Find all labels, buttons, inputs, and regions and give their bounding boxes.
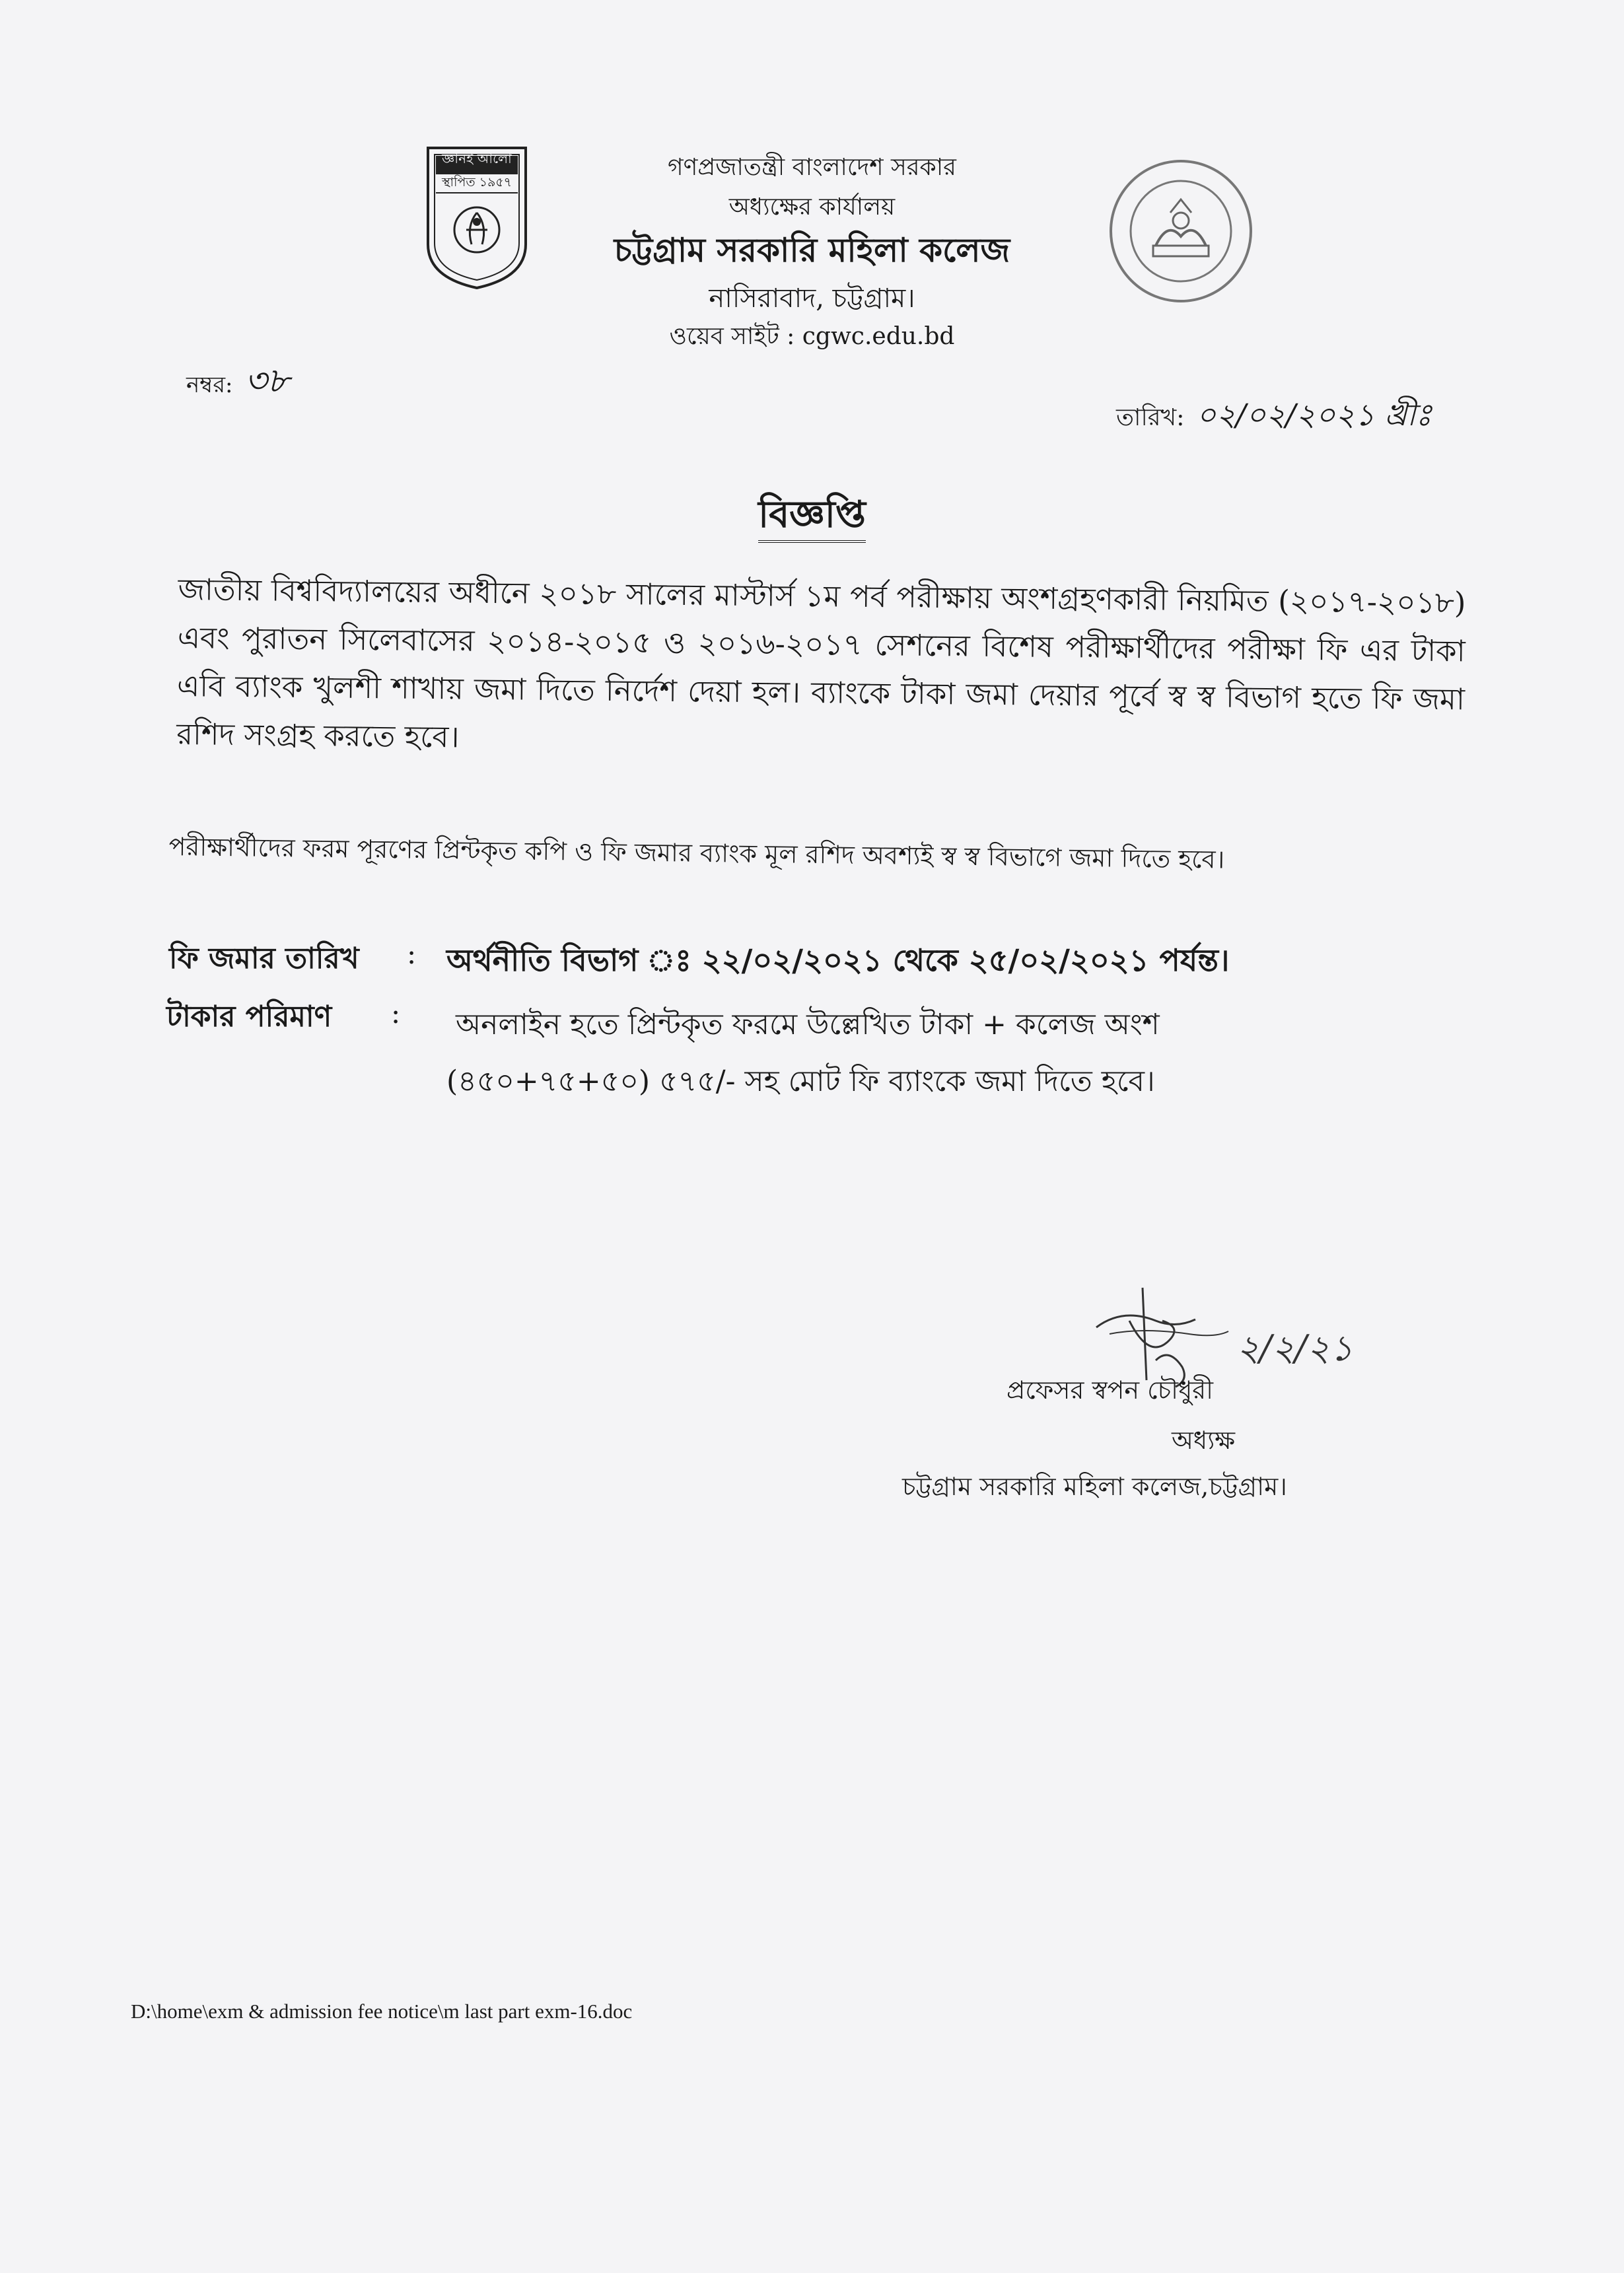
fee-amount-line-1: অনলাইন হতে প্রিন্টকৃত ফরমে উল্লেখিত টাকা + কলেজ অংশ	[456, 1008, 1160, 1041]
college-crest-logo	[424, 145, 530, 291]
fee-date-colon: :	[407, 938, 417, 970]
crest-established: স্থাপিত ১৯৫৭	[441, 175, 512, 190]
signature-date-scribble: ২/২/২১	[1236, 1327, 1353, 1369]
fee-amount-line-2: (৪৫০+৭৫+৫০) ৫৭৫/- সহ মোট ফি ব্যাংকে জমা দিতে হবে।	[446, 1065, 1155, 1098]
principal-institution: চট্টগ্রাম সরকারি মহিলা কলেজ,চট্টগ্রাম।	[902, 1472, 1287, 1501]
notice-date	[1116, 392, 1432, 442]
college-website: ওয়েব সাইট : cgwc.edu.bd	[669, 323, 955, 350]
college-name: চট্টগ্রাম সরকারি মহিলা কলেজ	[614, 230, 1010, 269]
fee-date-value: অর্থনীতি বিভাগ ঃ ২২/০২/২০২১ থেকে ২৫/০২/২০২১ পর্যন্ত।	[446, 942, 1230, 978]
fee-date-label: ফি জমার তারিখ	[169, 942, 359, 975]
college-address: নাসিরাবাদ, চট্টগ্রাম।	[709, 283, 915, 314]
principal-name: প্রফেসর স্বপন চৌধুরী	[1006, 1376, 1214, 1405]
memo-value: ৩৮	[244, 361, 290, 401]
notice-paragraph-2: পরীক্ষার্থীদের ফরম পূরণের প্রিন্টকৃত কপি ও ফি জমার ব্যাংক মূল রশিদ অবশ্যই স্ব স্ব বিভাগে জমা দিতে হবে।	[168, 831, 1225, 874]
notice-title	[0, 486, 1624, 548]
principal-designation: অধ্যক্ষ	[1172, 1426, 1236, 1455]
memo-number	[186, 354, 289, 411]
round-seal-logo	[1107, 157, 1255, 305]
fee-amount-colon: :	[391, 997, 401, 1030]
notice-title-text: বিজ্ঞপ্তি	[758, 493, 866, 543]
date-value: ০২/০২/২০২১ খ্রীঃ	[1196, 397, 1432, 433]
date-label: তারিখ:	[1116, 404, 1185, 431]
crest-motto: জ্ঞানই আলো	[442, 151, 512, 166]
memo-label: নম্বর:	[186, 372, 233, 398]
office-line: অধ্যক্ষের কার্যালয়	[728, 193, 896, 221]
government-line: গণপ্রজাতন্ত্রী বাংলাদেশ সরকার	[667, 154, 956, 181]
document-file-path: D:\home\exm & admission fee notice\m last part exm-16.doc	[131, 2000, 633, 2023]
notice-paragraph-1: জাতীয় বিশ্ববিদ্যালয়ের অধীনে ২০১৮ সালের মাস্টার্স ১ম পর্ব পরীক্ষায় অংশগ্রহণকারী নিয়মিত (২০১৭-২০১৮) এবং পুরাতন সিলেবাসের ২০১৪-২০১৫ ও ২০১৬-২০১৭ সেশনের বিশেষ পরীক্ষার্থীদের পরীক্ষা ফি এর টাকা এবি ব্যাংক খুলশী শাখায় জমা দিতে নির্দেশ দেয়া হল। ব্যাংকে টাকা জমা দেয়ার পূর্বে স্ব স্ব বিভাগ হতে ফি জমা রশিদ সংগ্রহ করতে হবে।	[176, 571, 1466, 755]
fee-amount-label: টাকার পরিমাণ	[166, 1000, 332, 1033]
